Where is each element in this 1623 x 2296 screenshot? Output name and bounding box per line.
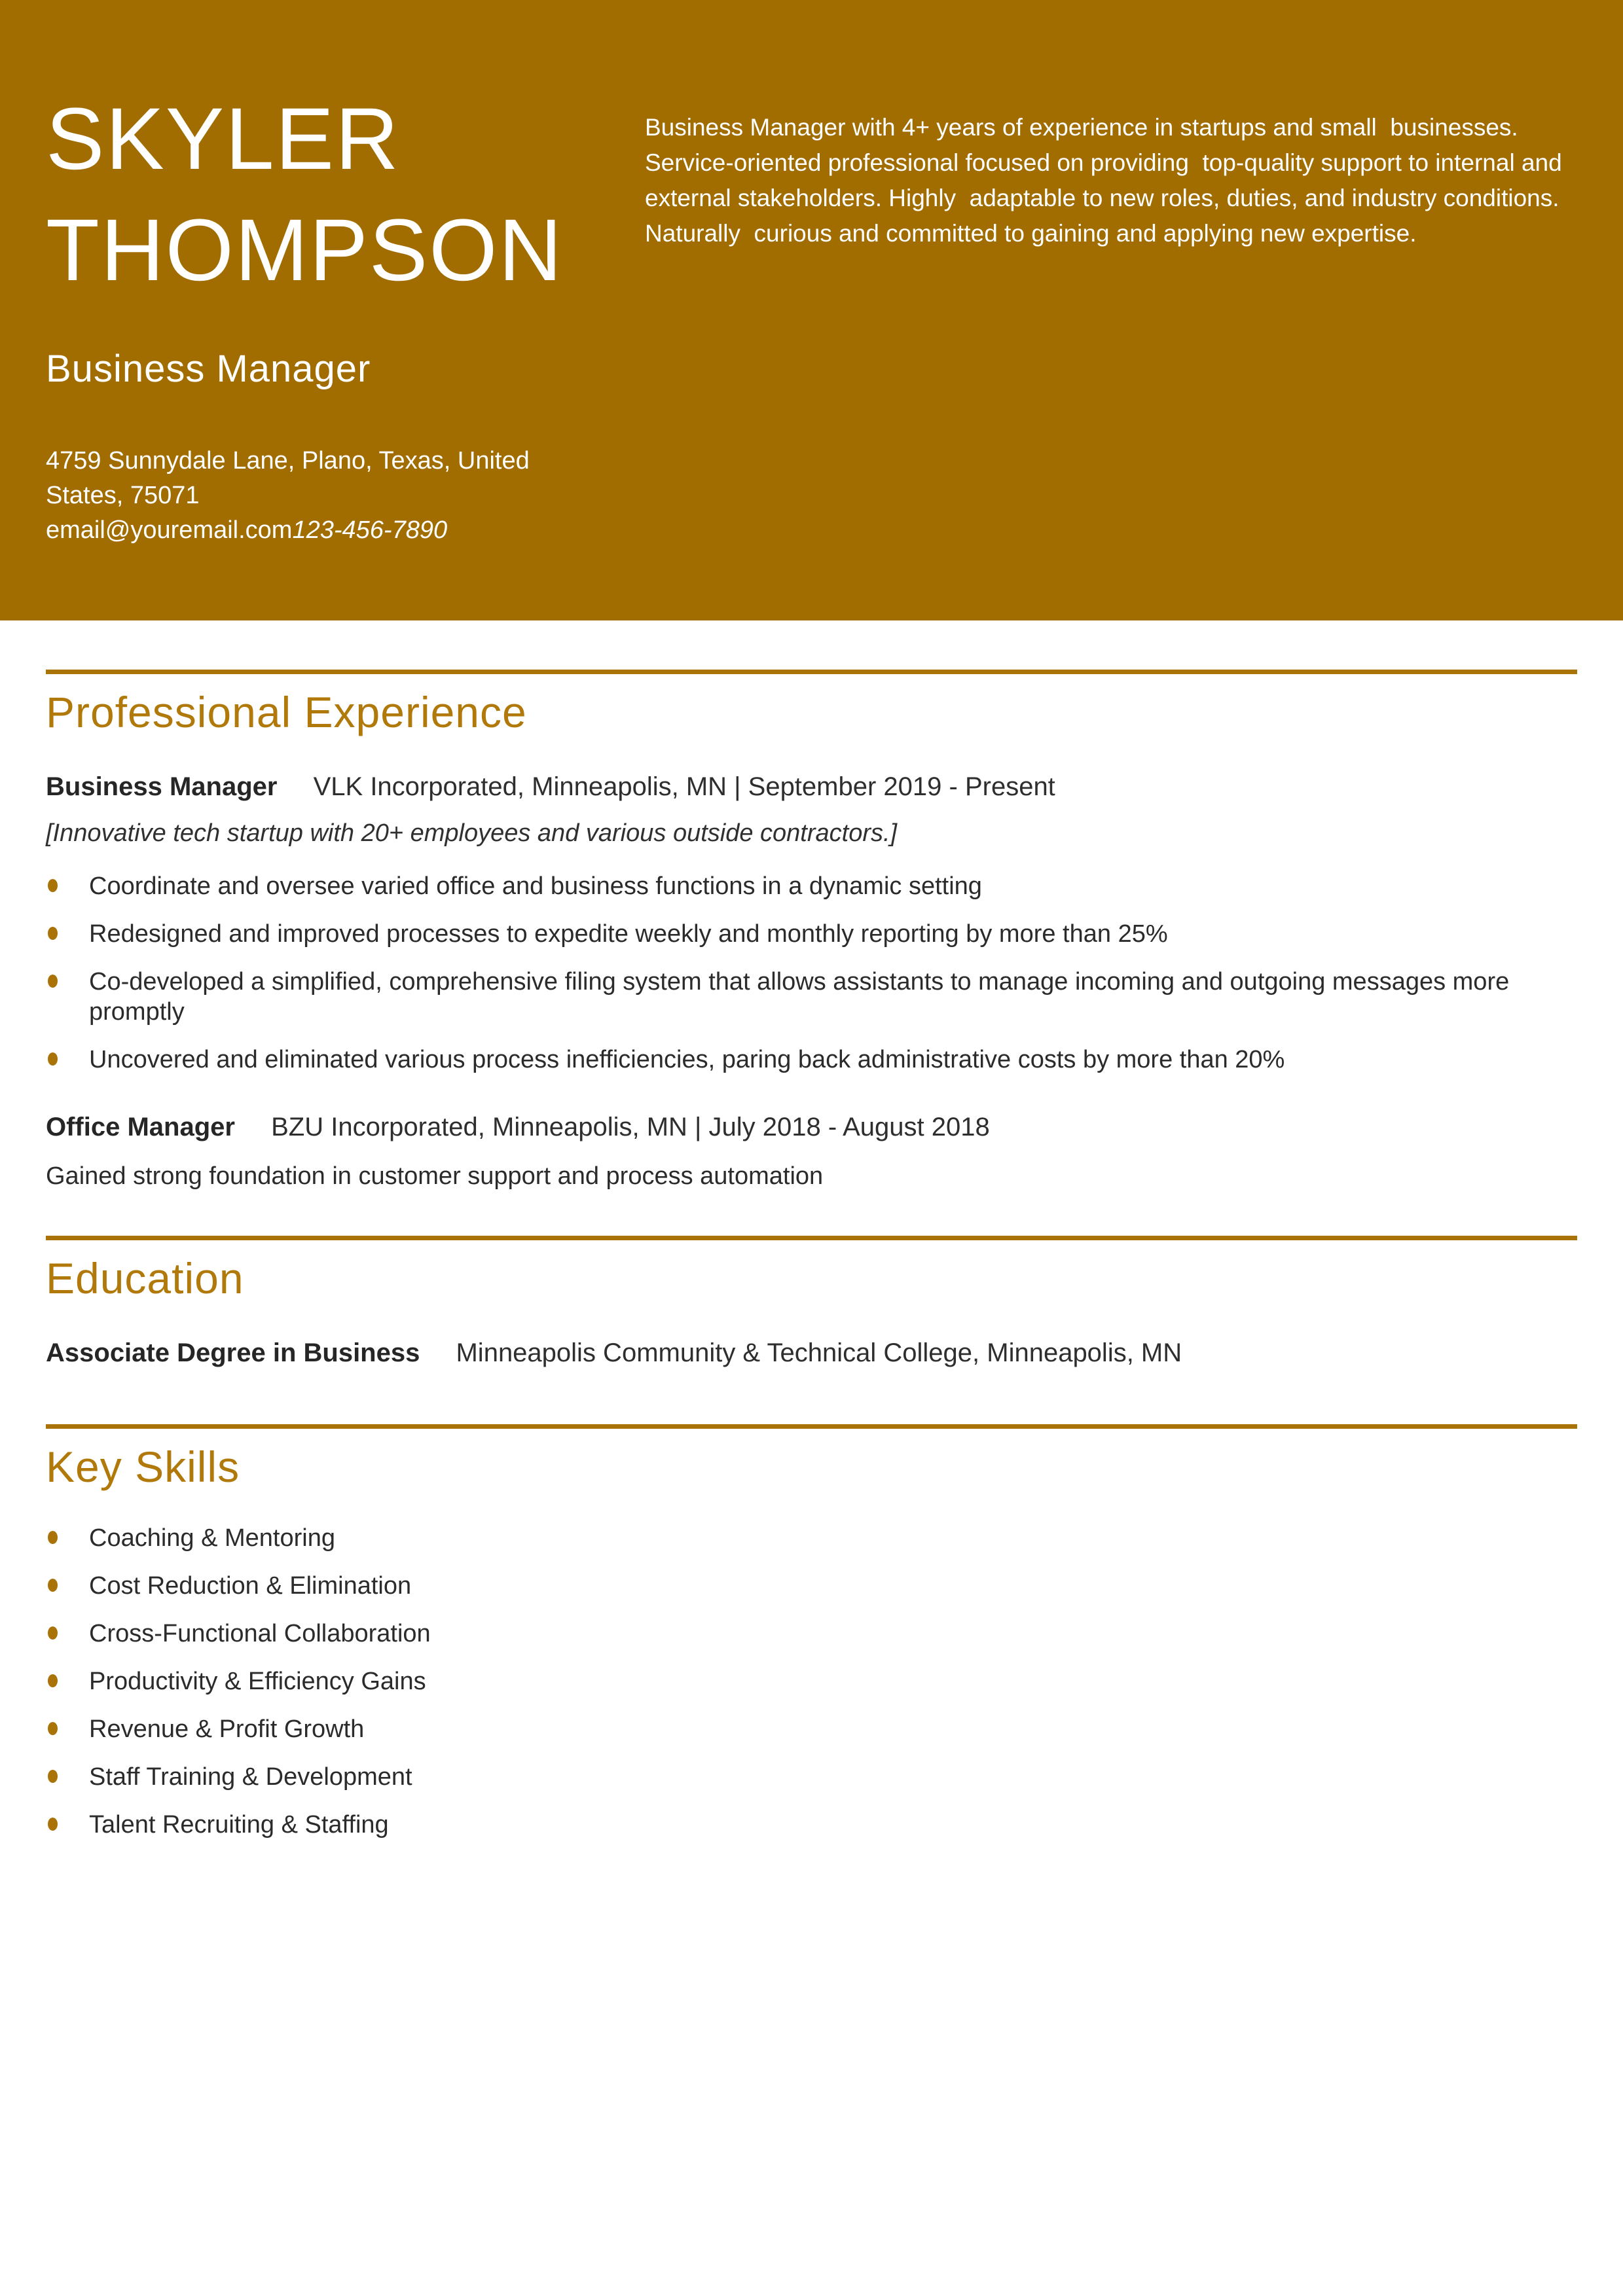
person-job-title: Business Manager	[46, 348, 371, 390]
job-bullet: Uncovered and eliminated various process inefficiencies, paring back administrative costs by more than 20%	[46, 1045, 1577, 1075]
job-header	[46, 1111, 1577, 1143]
contact-block	[46, 444, 589, 548]
section-divider	[46, 1424, 1577, 1429]
skill-item: Cost Reduction & Elimination	[46, 1571, 1577, 1601]
contact-address-line2: States, 75071	[46, 482, 200, 509]
person-name-line1: SKYLER	[46, 90, 400, 188]
job-bullet: Redesigned and improved processes to expedite weekly and monthly reporting by more than 25%	[46, 919, 1577, 949]
job-bullet: Co-developed a simplified, comprehensive filing system that allows assistants to manage incoming and outgoing messages more promptly	[46, 967, 1577, 1027]
education-entry	[46, 1337, 1577, 1369]
job-company-dates: BZU Incorporated, Minneapolis, MN | July 2018 - August 2018	[271, 1113, 990, 1141]
skill-item: Cross-Functional Collaboration	[46, 1619, 1577, 1649]
contact-email-phone-line	[46, 513, 589, 548]
skill-item: Revenue & Profit Growth	[46, 1714, 1577, 1744]
section-heading-skills: Key Skills	[46, 1443, 240, 1491]
job-bullet-list	[46, 871, 1577, 1075]
contact-phone: 123-456-7890	[292, 516, 448, 544]
job-bullet: Coordinate and oversee varied office and business functions in a dynamic setting	[46, 871, 1577, 901]
section-heading-experience: Professional Experience	[46, 688, 527, 736]
skill-item: Coaching & Mentoring	[46, 1523, 1577, 1553]
resume-body	[0, 670, 1623, 1840]
contact-email: email@youremail.com	[46, 516, 293, 544]
skill-item: Productivity & Efficiency Gains	[46, 1666, 1577, 1696]
skill-item: Staff Training & Development	[46, 1762, 1577, 1792]
section-heading-education: Education	[46, 1254, 244, 1302]
education-school: Minneapolis Community & Technical College, Minneapolis, MN	[456, 1338, 1182, 1367]
section-divider	[46, 670, 1577, 674]
job-note: [Innovative tech startup with 20+ employees and various outside contractors.]	[46, 819, 898, 847]
job-header	[46, 771, 1577, 802]
person-name	[46, 84, 563, 306]
job-description: Gained strong foundation in customer support and process automation	[46, 1162, 824, 1190]
skill-item: Talent Recruiting & Staffing	[46, 1810, 1577, 1840]
job-title: Business Manager	[46, 772, 278, 801]
professional-summary: Business Manager with 4+ years of experience in startups and small businesses. Service-oriented professional focused on providing top-quality support to internal and external stakeholders. Highly adaptable to new roles, duties, and industry conditions. Naturally curious and committed to gaining and applying new expertise.	[645, 114, 1569, 247]
job-title: Office Manager	[46, 1113, 235, 1141]
contact-address-line1: 4759 Sunnydale Lane, Plano, Texas, United	[46, 447, 530, 475]
job-company-dates: VLK Incorporated, Minneapolis, MN | September 2019 - Present	[313, 772, 1055, 801]
person-name-line2: THOMPSON	[46, 202, 564, 299]
section-divider	[46, 1236, 1577, 1240]
header-band	[0, 0, 1623, 620]
education-degree: Associate Degree in Business	[46, 1338, 420, 1367]
skills-list	[46, 1523, 1577, 1840]
